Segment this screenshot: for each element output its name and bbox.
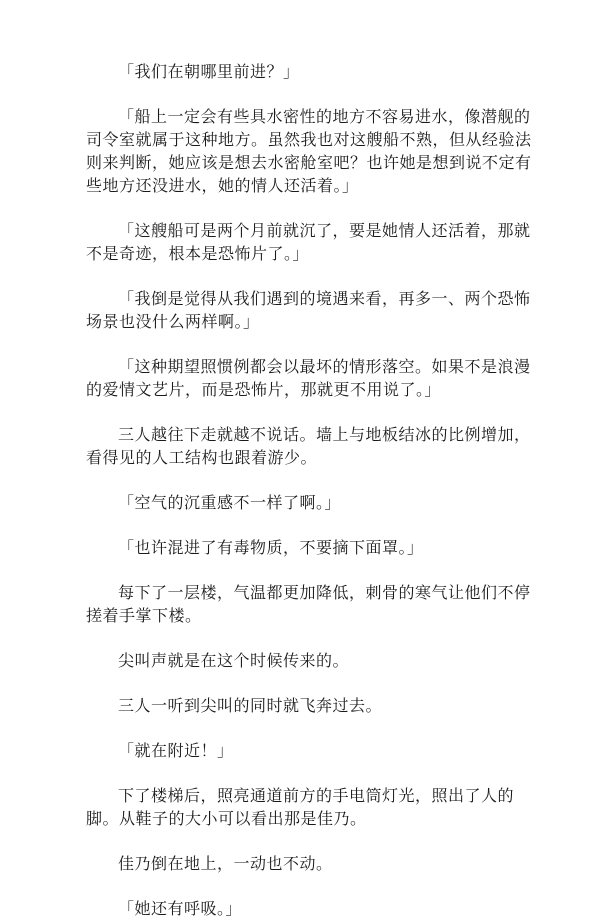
paragraph-10: 尖叫声就是在这个时候传来的。: [118, 651, 350, 670]
paragraph-2: 「船上一定会有些具水密性的地方不容易进水，像潜舰的司令室就属于这种地方。虽然我也对这艘船不熟，但从经验法则来判断，她应该是想去水密舱室吧？也许她是想到说不定有些地方还没进水，她的情人还活着。」: [86, 107, 532, 195]
paragraph-14: 佳乃倒在地上，一动也不动。: [118, 854, 333, 873]
paragraph-9: 每下了一层楼，气温都更加降低，刺骨的寒气让他们不停搓着手掌下楼。: [86, 583, 531, 625]
paragraph-5: 「这种期望照惯例都会以最坏的情形落空。如果不是浪漫的爱情文艺片，而是恐怖片，那就更不用说了。」: [86, 357, 531, 399]
paragraph-6: 三人越往下走就越不说话。墙上与地板结冰的比例增加，看得见的人工结构也跟着游少。: [86, 425, 531, 467]
paragraph-13: 下了楼梯后，照亮通道前方的手电筒灯光，照出了人的脚。从鞋子的大小可以看出那是佳乃。: [86, 786, 515, 828]
paragraph-3: 「这艘船可是两个月前就沉了，要是她情人还活着，那就不是奇迹，根本是恐怖片了。」: [86, 221, 531, 263]
paragraph-7: 「空气的沉重感不一样了啊。」: [118, 493, 342, 512]
paragraph-1: 「我们在朝哪里前进？」: [118, 62, 300, 81]
paragraph-4: 「我倒是觉得从我们遇到的境遇来看，再多一、两个恐怖场景也没什么两样啊。」: [86, 289, 531, 331]
paragraph-15: 「她还有呼吸。」: [118, 899, 243, 918]
paragraph-11: 三人一听到尖叫的同时就飞奔过去。: [118, 696, 383, 715]
paragraph-12: 「就在附近！」: [118, 741, 234, 760]
paragraph-8: 「也许混进了有毒物质，不要摘下面罩。」: [118, 538, 424, 557]
